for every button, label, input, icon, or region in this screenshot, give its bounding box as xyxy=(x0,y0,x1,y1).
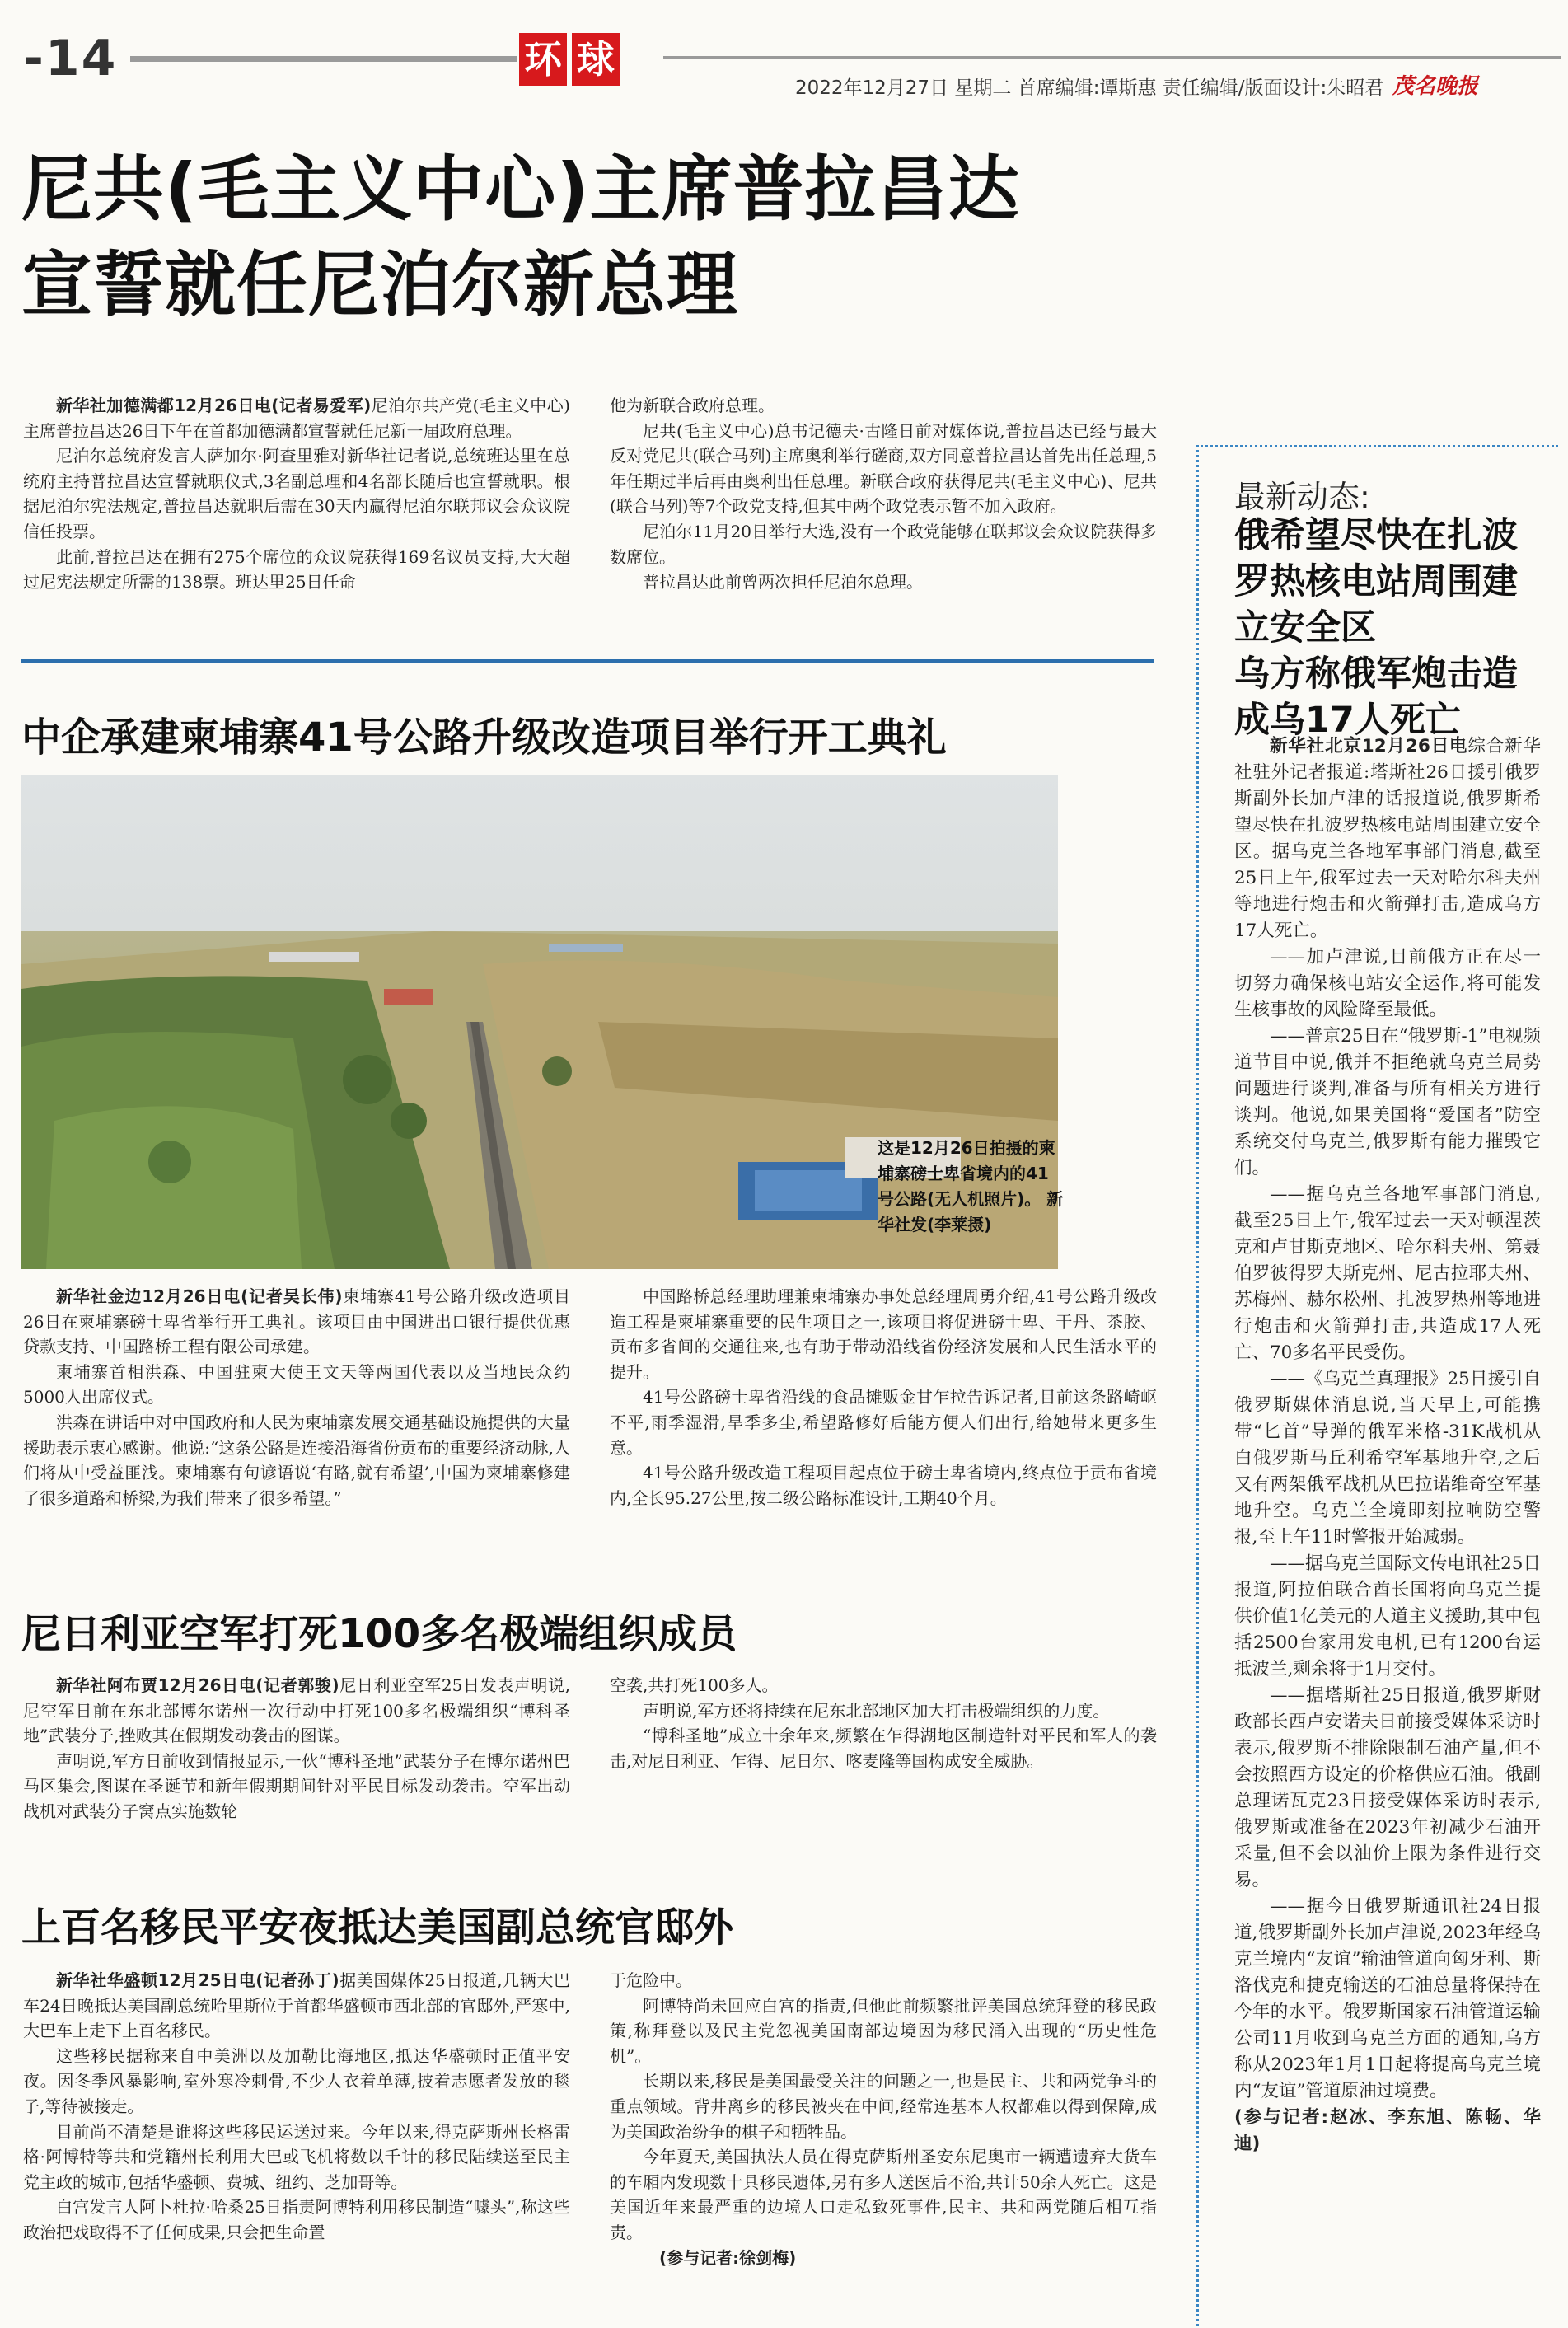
sidebar-credit xyxy=(1234,2105,1541,2157)
dateline: 新华社阿布贾12月26日电(记者郭骏) xyxy=(56,1675,339,1695)
sidebar-title xyxy=(1234,513,1547,743)
article4-col1-p3 xyxy=(23,2195,570,2245)
paragraph-text: 这些移民据称来自中美洲以及加勒比海地区,抵达华盛顿时正值平安夜。因冬季风暴影响,室外寒冷刺骨,不少人衣着单薄,披着志愿者发放的毯子,等待被接走。 xyxy=(23,2045,570,2116)
sidebar-title-line3: 立安全区 xyxy=(1234,607,1376,649)
paragraph-text: 白宫发言人阿卜杜拉·哈桑25日指责阿博特利用移民制造“噱头”,称这些政治把戏取得不了任何成果,只会把生命置 xyxy=(23,2197,570,2242)
article4-col1-p0 xyxy=(23,1968,570,2044)
article1-col2-p0 xyxy=(610,393,1157,419)
header-meta: 2022年12月27日 星期二 首席编辑:谭斯惠 责任编辑/版面设计:朱昭君 xyxy=(795,77,1384,99)
paragraph-text: 41号公路磅士卑省沿线的食品摊贩金甘乍拉告诉记者,目前这条路崎岖不平,雨季湿滑,旱季多尘,希望路修好后能方便人们出行,给她带来更多生意。 xyxy=(610,1387,1157,1458)
paragraph-text: 洪森在讲话中对中国政府和人民为柬埔寨发展交通基础设施提供的大量援助表示衷心感谢。他说:“这条公路是连接沿海省份贡布的重要经济动脉,人们将从中受益匪浅。柬埔寨有句谚语说‘有路,就有希望’,中国为柬埔寨修建了很多道路和桥梁,为我们带来了很多希望。” xyxy=(23,1412,570,1508)
article4-title: 上百名移民平安夜抵达美国副总统官邸外 xyxy=(21,1904,734,1951)
article4-credit xyxy=(610,2246,1157,2271)
sidebar-title-line2: 罗热核电站周围建 xyxy=(1234,561,1518,602)
sidebar-p1 xyxy=(1234,944,1541,1023)
article1-col2-p1 xyxy=(610,419,1157,519)
paragraph-text: 尼泊尔11月20日举行大选,没有一个政党能够在联邦议会众议院获得多数席位。 xyxy=(610,521,1157,567)
newspaper-logo: 茂名晚报 xyxy=(1392,74,1479,99)
article1-col1 xyxy=(23,393,570,595)
paragraph-text: 声明说,军方还将持续在尼东北部地区加大打击极端组织的力度。 xyxy=(643,1700,1110,1721)
article3-title: 尼日利亚空军打死100多名极端组织成员 xyxy=(21,1611,737,1657)
sidebar-p4 xyxy=(1234,1366,1541,1551)
article2-col1-p1 xyxy=(23,1360,570,1410)
article4-col1 xyxy=(23,1968,570,2246)
paragraph-text: 此前,普拉昌达在拥有275个席位的众议院获得169名议员支持,大大超过尼宪法规定所需的138票。班达里25日任命 xyxy=(23,546,570,593)
paragraph-text: 柬埔寨首相洪森、中国驻柬大使王文天等两国代表以及当地民众约5000人出席仪式。 xyxy=(23,1361,570,1408)
paragraph-text: 今年夏天,美国执法人员在得克萨斯州圣安东尼奥市一辆遭遗弃大货车的车厢内发现数十具移民遗体,另有多人送医后不治,共计50余人死亡。这是美国近年来最严重的边境人口走私致死事件,民主、共和两党随后相互指责。 xyxy=(610,2147,1157,2242)
sidebar-p7 xyxy=(1234,1894,1541,2105)
article1-col2-p3 xyxy=(610,569,1157,595)
article2-col2-p0 xyxy=(610,1284,1157,1384)
sidebar-p3 xyxy=(1234,1182,1541,1366)
sidebar-title-line4: 乌方称俄军炮击造 xyxy=(1234,653,1518,695)
paragraph-text: 尼泊尔总统府发言人萨加尔·阿查里雅对新华社记者说,总统班达里在总统府主持普拉昌达宣誓就职仪式,3名副总理和4名部长随后也宣誓就职。根据尼泊尔宪法规定,普拉昌达就职后需在30天内赢得尼泊尔联邦议会众议院信任投票。 xyxy=(23,446,570,541)
page-number: -14 xyxy=(23,30,118,87)
paragraph-text: ——普京25日在“俄罗斯-1”电视频道节目中说,俄并不拒绝就乌克兰局势问题进行谈判,准备与所有相关方进行谈判。他说,如果美国将“爱国者”防空系统交付乌克兰,俄罗斯有能力摧毁它们。 xyxy=(1234,1026,1541,1178)
article4-col2-p2 xyxy=(610,2068,1157,2144)
paragraph-text: 尼日利亚空军25日发表声明说,尼空军日前在东北部博尔诺州一次行动中打死100多名极端组织“博科圣地”武装分子,挫败其在假期发动袭击的图谋。 xyxy=(23,1675,570,1746)
article2-col2-p2 xyxy=(610,1460,1157,1511)
paragraph-text: ——据乌克兰国际文传电讯社25日报道,阿拉伯联合酋长国将向乌克兰提供价值1亿美元的人道主义援助,其中包括2500台家用发电机,已有1200台运抵波兰,剩余将于1月交付。 xyxy=(1234,1553,1541,1679)
paragraph-text: ——《乌克兰真理报》25日援引自俄罗斯媒体消息说,当天早上,可能携带“匕首”导弹的俄军米格-31K战机从白俄罗斯马丘利希空军基地升空,之后又有两架俄军战机从巴拉诺维奇空军基地升空。乌克兰全境即刻拉响防空警报,至上午11时警报开始减弱。 xyxy=(1234,1369,1541,1548)
article4-col1-p2 xyxy=(23,2120,570,2195)
section-badge-char-2: 球 xyxy=(572,33,620,86)
sidebar-body xyxy=(1234,733,1541,2157)
paragraph-text: 他为新联合政府总理。 xyxy=(610,396,775,415)
article1-title-line1: 尼共(毛主义中心)主席普拉昌达 xyxy=(21,148,1020,231)
article3-col1-p1 xyxy=(23,1749,570,1824)
article1-title-line2: 宣誓就任尼泊尔新总理 xyxy=(21,244,738,326)
paragraph-text: 41号公路升级改造工程项目起点位于磅士卑省境内,终点位于贡布省境内,全长95.27公里,按二级公路标准设计,工期40个月。 xyxy=(610,1463,1157,1508)
dateline: 新华社华盛顿12月25日电(记者孙丁) xyxy=(56,1970,339,1990)
paragraph-text: 普拉昌达此前曾两次担任尼泊尔总理。 xyxy=(643,572,923,593)
article1-col2 xyxy=(610,393,1157,595)
article2-col1 xyxy=(23,1284,570,1511)
article3-col1-p0 xyxy=(23,1673,570,1749)
paragraph-text: 于危险中。 xyxy=(610,1970,692,1990)
sidebar-p2 xyxy=(1234,1023,1541,1182)
paragraph-text: “博科圣地”成立十余年来,频繁在乍得湖地区制造针对平民和军人的袭击,对尼日利亚、乍得、尼日尔、喀麦隆等国构成安全威胁。 xyxy=(610,1726,1157,1771)
dateline: 新华社北京12月26日电 xyxy=(1270,736,1468,756)
article2-col1-p2 xyxy=(23,1410,570,1511)
section-divider xyxy=(21,659,1154,663)
paragraph-text: ——加卢津说,目前俄方正在尽一切努力确保核电站安全运作,将可能发生核事故的风险降至最低。 xyxy=(1234,947,1541,1020)
article3-col2 xyxy=(610,1673,1157,1773)
dateline: 新华社加德满都12月26日电(记者易爱军) xyxy=(56,396,372,415)
sidebar-title-line1: 俄希望尽快在扎波 xyxy=(1234,515,1518,556)
sidebar-p0 xyxy=(1234,733,1541,944)
article1-col1-p2 xyxy=(23,545,570,595)
article4-col2-p0 xyxy=(610,1968,1157,1993)
credit-text: (参与记者:赵冰、李东旭、陈畅、华迪) xyxy=(1234,2107,1541,2154)
paragraph-text: ——据今日俄罗斯通讯社24日报道,俄罗斯副外长加卢津说,2023年经乌克兰境内“友谊”输油管道向匈牙利、斯洛伐克和捷克输送的石油总量将保持在今年的水平。俄罗斯国家石油管道运输公司11月收到乌克兰方面的通知,乌方称从2023年1月1日起将提高乌克兰境内“友谊”管道原油过境费。 xyxy=(1234,1896,1541,2101)
article2-col2 xyxy=(610,1284,1157,1511)
paragraph-text: ——据塔斯社25日报道,俄罗斯财政部长西卢安诺夫日前接受媒体采访时表示,俄罗斯不排除限制石油产量,但不会按照西方设定的价格供应石油。俄副总理诺瓦克23日接受媒体采访时表示,俄罗斯或准备在2023年初减少石油开采量,但不会以油价上限为条件进行交易。 xyxy=(1234,1685,1541,1890)
paragraph-text: 阿博特尚未回应白宫的指责,但他此前频繁批评美国总统拜登的移民政策,称拜登以及民主党忽视美国南部边境因为移民涌入出现的“历史性危机”。 xyxy=(610,1995,1157,2066)
article1-col1-p0 xyxy=(23,393,570,443)
article2-col1-p0 xyxy=(23,1284,570,1360)
article4-col2-p3 xyxy=(610,2144,1157,2245)
article1-title xyxy=(21,142,1134,333)
sidebar-label: 最新动态: xyxy=(1234,479,1370,515)
paragraph-text: ——据乌克兰各地军事部门消息,截至25日上午,俄军过去一天对顿涅茨克和卢甘斯克地区、哈尔科夫州、第聂伯罗彼得罗夫斯克州、尼古拉耶夫州、苏梅州、赫尔松州、扎波罗热州等地进行炮击和火箭弹打击,共造成17人死亡、70多名平民受伤。 xyxy=(1234,1184,1541,1363)
article3-col1 xyxy=(23,1673,570,1824)
article4-col2 xyxy=(610,1968,1157,2270)
sidebar-p6 xyxy=(1234,1683,1541,1894)
paragraph-text: 空袭,共打死100多人。 xyxy=(610,1675,779,1695)
article3-col2-p0 xyxy=(610,1673,1157,1698)
paragraph-text: 中国路桥总经理助理兼柬埔寨办事处总经理周勇介绍,41号公路升级改造工程是柬埔寨重要的民生项目之一,该项目将促进磅士卑、干丹、茶胶、贡布多省间的交通往来,也有助于带动沿线省份经济发展和人民生活水平的提升。 xyxy=(610,1286,1157,1382)
paragraph-text: 目前尚不清楚是谁将这些移民运送过来。今年以来,得克萨斯州长格雷格·阿博特等共和党籍州长利用大巴或飞机将数以千计的移民陆续送至民主党主政的城市,包括华盛顿、费城、纽约、芝加哥等。 xyxy=(23,2121,570,2192)
article3-col2-p2 xyxy=(610,1723,1157,1773)
section-badge-char-1: 环 xyxy=(519,33,567,86)
header-rule-right xyxy=(663,56,1561,59)
dateline: 新华社金边12月26日电(记者吴长伟) xyxy=(56,1286,343,1306)
article4-col1-p1 xyxy=(23,2044,570,2120)
header-rule-left xyxy=(130,56,517,62)
credit-text: (参与记者:徐剑梅) xyxy=(659,2247,797,2268)
paragraph-text: 声明说,军方日前收到情报显示,一伙“博科圣地”武装分子在博尔诺州巴马区集会,图谋在圣诞节和新年假期期间针对平民目标发动袭击。空军出动战机对武装分子窝点实施数轮 xyxy=(23,1750,570,1821)
paragraph-text: 综合新华社驻外记者报道:塔斯社26日援引俄罗斯副外长加卢津的话报道说,俄罗斯希望尽快在扎波罗热核电站周围建立安全区。据乌克兰各地军事部门消息,截至25日上午,俄军过去一天对哈尔科夫州等地进行炮击和火箭弹打击,造成乌方17人死亡。 xyxy=(1234,736,1541,941)
article2-title: 中企承建柬埔寨41号公路升级改造项目举行开工典礼 xyxy=(21,714,947,761)
article3-col2-p1 xyxy=(610,1698,1157,1724)
paragraph-text: 长期以来,移民是美国最受关注的问题之一,也是民主、共和两党争斗的重点领域。背井离乡的移民被夹在中间,经常连基本人权都难以得到保障,成为美国政治纷争的棋子和牺牲品。 xyxy=(610,2071,1157,2142)
article2-col2-p1 xyxy=(610,1384,1157,1460)
photo-caption: 这是12月26日拍摄的柬埔寨磅士卑省境内的41号公路(无人机照片)。 新华社发(李莱摄) xyxy=(878,1138,1064,1234)
article4-col2-p1 xyxy=(610,1993,1157,2069)
paragraph-text: 柬埔寨41号公路升级改造项目26日在柬埔寨磅士卑省举行开工典礼。该项目由中国进出口银行提供优惠贷款支持、中国路桥工程有限公司承建。 xyxy=(23,1286,570,1357)
article1-col1-p1 xyxy=(23,443,570,544)
article1-col2-p2 xyxy=(610,519,1157,569)
paragraph-text: 据美国媒体25日报道,几辆大巴车24日晚抵达美国副总统哈里斯位于首都华盛顿市西北部的官邸外,严寒中,大巴车上走下上百名移民。 xyxy=(23,1970,570,2041)
sidebar-title-line5: 成乌17人死亡 xyxy=(1234,700,1461,741)
section-badge xyxy=(519,33,620,86)
sidebar-p5 xyxy=(1234,1551,1541,1683)
paragraph-text: 尼泊尔共产党(毛主义中心)主席普拉昌达26日下午在首都加德满都宣誓就任尼新一届政府总理。 xyxy=(23,396,570,441)
paragraph-text: 尼共(毛主义中心)总书记德夫·古隆日前对媒体说,普拉昌达已经与最大反对党尼共(联合马列)主席奥利举行磋商,双方同意普拉昌达首先出任总理,5年任期过半后再由奥利出任总理。新联合政府获得尼共(毛主义中心)、尼共(联合马列)等7个政党支持,但其中两个政党表示暂不加入政府。 xyxy=(610,420,1157,517)
